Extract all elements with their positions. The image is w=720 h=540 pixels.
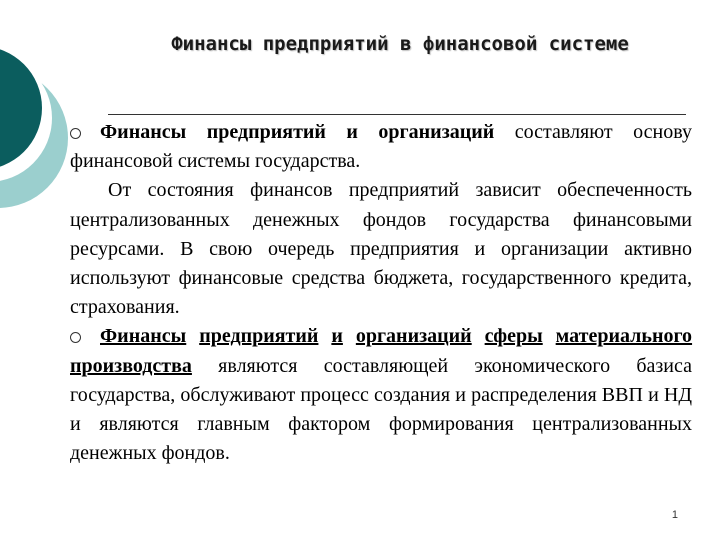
- circle-bullet-icon: [70, 128, 81, 139]
- paragraph-3-bold-word: сферы: [484, 325, 543, 348]
- paragraph-1: [70, 118, 692, 176]
- paragraph-3-bold-word: производства: [70, 354, 192, 377]
- paragraph-3-bold-word: материального: [555, 325, 693, 348]
- circle-bullet-icon: [70, 332, 81, 343]
- paragraph-3-text: являются составляющей экономического базиса государства, обслуживают процесс создания и распределения ВВП и НД и являются главным фактором формирования централизованных денежных фондов.: [70, 354, 692, 465]
- paragraph-1-bold: Финансы предприятий и организаций: [100, 121, 495, 143]
- decorative-circles: [0, 0, 70, 300]
- paragraph-3-bold-word: Финансы: [100, 325, 187, 348]
- paragraph-3-bold-word: организаций: [355, 325, 472, 348]
- paragraph-3-bold-word: предприятий: [199, 325, 319, 348]
- page-number: 1: [671, 509, 678, 521]
- paragraph-3: [70, 322, 692, 468]
- paragraph-3-bold-word: и: [331, 325, 343, 348]
- paragraph-1-text: составляют основу финансовой системы государства.: [70, 121, 692, 173]
- slide-body: [70, 118, 692, 468]
- slide-title: Финансы предприятий в финансовой системе: [171, 33, 629, 55]
- paragraph-2: От состояния финансов предприятий зависит обеспеченность централизованных денежных фондов государства финансовыми ресурсами. В свою очередь предприятия и организации активно используют финансовые средства бюджета, государственного кредита, страхования.: [70, 179, 692, 319]
- title-divider: [108, 114, 686, 115]
